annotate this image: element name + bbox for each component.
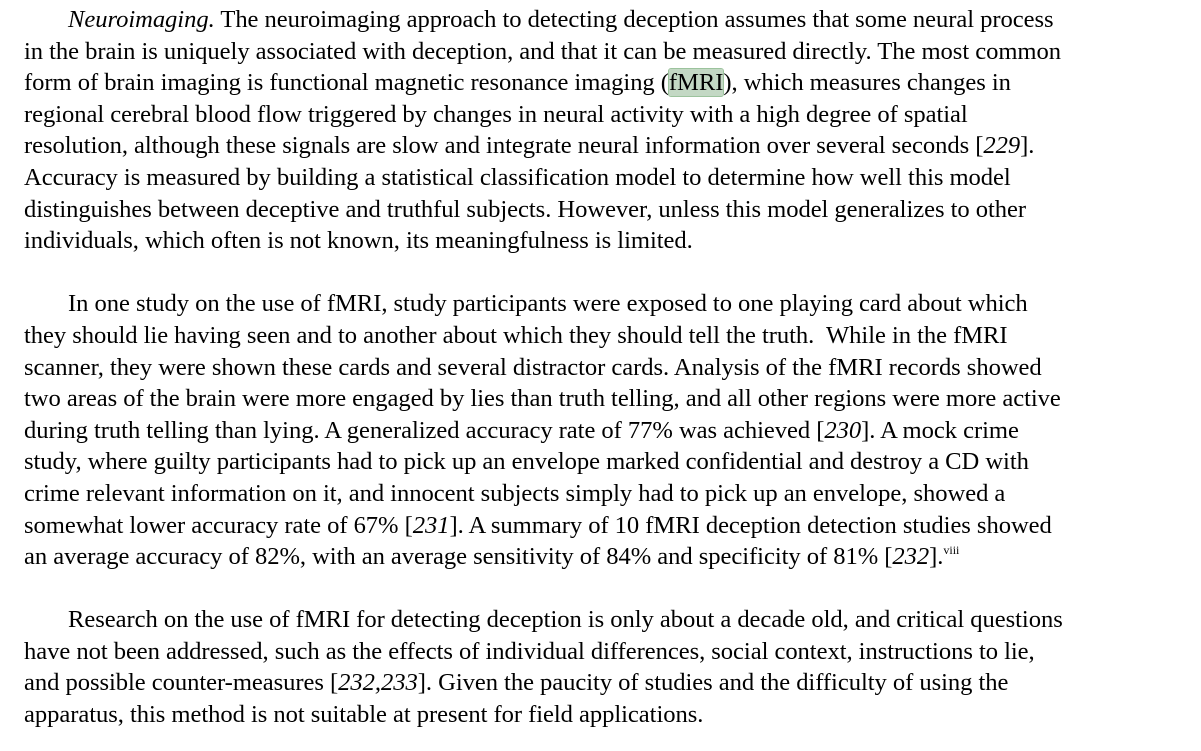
text-line: Accuracy is measured by building a statistical classification model to determine how well this model bbox=[24, 163, 1011, 191]
text-line bbox=[24, 4, 1194, 36]
paragraph-research-status bbox=[24, 604, 1194, 730]
citation-reference: 230 bbox=[824, 416, 862, 444]
text-line: apparatus, this method is not suitable at present for field applications. bbox=[24, 701, 704, 729]
text-line: in the brain is uniquely associated with deception, and that it can be measured directly. The most common bbox=[24, 37, 1061, 65]
text-span: The neuroimaging approach to detecting deception assumes that some neural process bbox=[214, 6, 1054, 33]
paragraph-spacer bbox=[24, 257, 1194, 289]
text-line: have not been addressed, such as the effects of individual differences, social context, instructions to lie, bbox=[24, 637, 1035, 665]
section-heading: Neuroimaging. bbox=[68, 6, 215, 33]
text-line: distinguishes between deceptive and truthful subjects. However, unless this model generalizes to other bbox=[24, 195, 1026, 223]
highlighted-term: fMRI bbox=[668, 69, 724, 97]
text-line: crime relevant information on it, and innocent subjects simply had to pick up an envelope, showed a bbox=[24, 479, 1006, 507]
text-span: ]. bbox=[929, 543, 944, 571]
citation-reference: 229 bbox=[983, 132, 1021, 160]
text-line: Research on the use of fMRI for detecting deception is only about a decade old, and critical questions bbox=[68, 606, 1063, 634]
citation-reference: 232 bbox=[892, 543, 930, 571]
text-span: form of brain imaging is functional magnetic resonance imaging ( bbox=[24, 69, 669, 97]
text-line: regional cerebral blood flow triggered by changes in neural activity with a high degree of spatial bbox=[24, 100, 968, 128]
text-line: individuals, which often is not known, its meaningfulness is limited. bbox=[24, 227, 693, 255]
document-body bbox=[24, 4, 1194, 731]
text-span: ), which measures changes in bbox=[723, 69, 1011, 97]
text-span: resolution, although these signals are slow and integrate neural information over several seconds [ bbox=[24, 132, 984, 160]
text-span: ]. A summary of 10 fMRI deception detection studies showed bbox=[449, 511, 1052, 539]
text-span: ]. Given the paucity of studies and the difficulty of using the bbox=[417, 669, 1009, 697]
text-line bbox=[24, 130, 1194, 162]
text-line bbox=[24, 667, 1194, 699]
text-span: ]. bbox=[1020, 132, 1035, 160]
text-line bbox=[24, 415, 1194, 447]
text-span: and possible counter-measures [ bbox=[24, 669, 339, 697]
text-line bbox=[24, 541, 1194, 573]
citation-reference: 232,233 bbox=[338, 669, 418, 697]
citation-reference: 231 bbox=[412, 511, 450, 539]
text-line: they should lie having seen and to another about which they should tell the truth. While in the fMRI bbox=[24, 321, 1008, 349]
text-span: an average accuracy of 82%, with an average sensitivity of 84% and specificity of 81% [ bbox=[24, 543, 893, 571]
paragraph-neuroimaging bbox=[24, 4, 1194, 257]
text-line: study, where guilty participants had to pick up an envelope marked confidential and destroy a CD with bbox=[24, 448, 1029, 476]
text-line bbox=[24, 67, 1194, 99]
paragraph-spacer bbox=[24, 573, 1194, 605]
text-span: during truth telling than lying. A generalized accuracy rate of 77% was achieved [ bbox=[24, 416, 825, 444]
text-line: In one study on the use of fMRI, study participants were exposed to one playing card about which bbox=[68, 290, 1028, 318]
text-line: scanner, they were shown these cards and several distractor cards. Analysis of the fMRI records showed bbox=[24, 353, 1042, 381]
text-span: somewhat lower accuracy rate of 67% [ bbox=[24, 511, 413, 539]
text-span: ]. A mock crime bbox=[861, 416, 1019, 444]
footnote-marker[interactable]: viii bbox=[943, 543, 960, 558]
text-line bbox=[24, 510, 1194, 542]
paragraph-fmri-studies bbox=[24, 288, 1194, 572]
text-line: two areas of the brain were more engaged by lies than truth telling, and all other regions were more active bbox=[24, 385, 1061, 413]
